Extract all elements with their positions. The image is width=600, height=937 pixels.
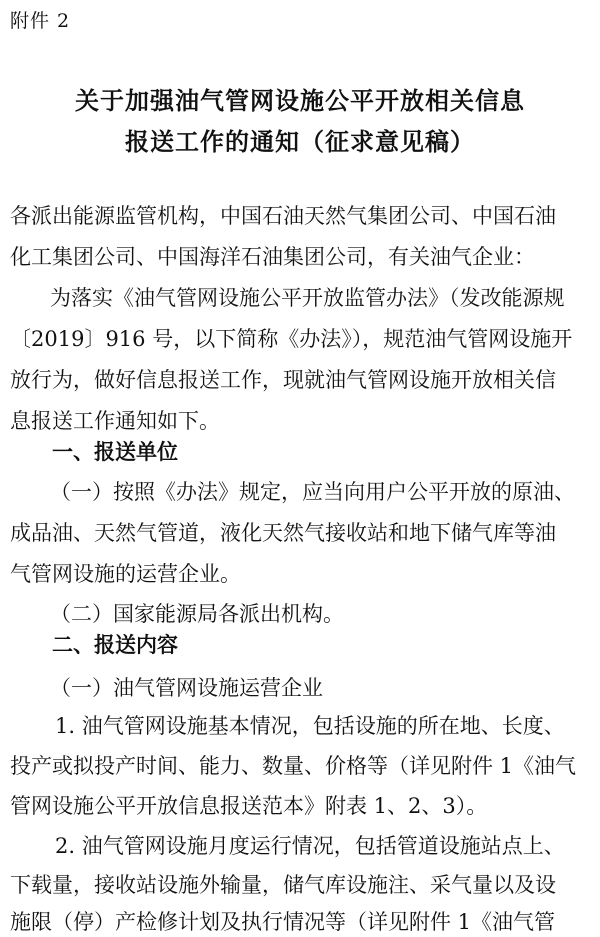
body-line-intro-4: 息报送工作通知如下。 — [10, 409, 220, 433]
attachment-label: 附件 2 — [10, 10, 71, 32]
body-line-s2-6: 下载量，接收站设施外输量，储气库设施注、采气量以及设 — [10, 873, 556, 897]
document-title-line-1: 关于加强油气管网设施公平开放相关信息 — [75, 86, 525, 115]
body-line-addressee-1: 各派出能源监管机构，中国石油天然气集团公司、中国石油 — [10, 204, 556, 228]
body-line-s2-1: （一）油气管网设施运营企业 — [50, 676, 323, 700]
body-line-addressee-2: 化工集团公司、中国海洋石油集团公司，有关油气企业： — [10, 245, 535, 269]
body-line-s1-4: （二）国家能源局各派出机构。 — [50, 602, 344, 626]
body-line-s2-2: 1. 油气管网设施基本情况，包括设施的所在地、长度、 — [55, 714, 565, 738]
body-line-s1-3: 气管网设施的运营企业。 — [10, 562, 241, 586]
body-line-s2-4: 管网设施公平开放信息报送范本》附表 1、2、3）。 — [10, 794, 488, 818]
body-line-s2-7: 施限（停）产检修计划及执行情况等（详见附件 1《油气管 — [10, 910, 556, 934]
body-line-s2-3: 投产或拟投产时间、能力、数量、价格等（详见附件 1《油气 — [10, 754, 577, 778]
section-heading-2: 二、报送内容 — [52, 632, 178, 657]
body-line-intro-2: 〔2019〕916 号，以下简称《办法》），规范油气管网设施开 — [10, 327, 573, 351]
section-heading-1: 一、报送单位 — [52, 439, 178, 464]
body-line-intro-1: 为落实《油气管网设施公平开放监管办法》（发改能源规 — [50, 286, 565, 310]
body-line-s1-2: 成品油、天然气管道，液化天然气接收站和地下储气库等油 — [10, 521, 556, 545]
document-title-line-2: 报送工作的通知（征求意见稿） — [125, 127, 475, 156]
body-line-s1-1: （一）按照《办法》规定，应当向用户公平开放的原油、 — [50, 480, 575, 504]
body-line-s2-5: 2. 油气管网设施月度运行情况，包括管道设施站点上、 — [55, 834, 565, 858]
body-line-intro-3: 放行为，做好信息报送工作，现就油气管网设施开放相关信 — [10, 368, 556, 392]
